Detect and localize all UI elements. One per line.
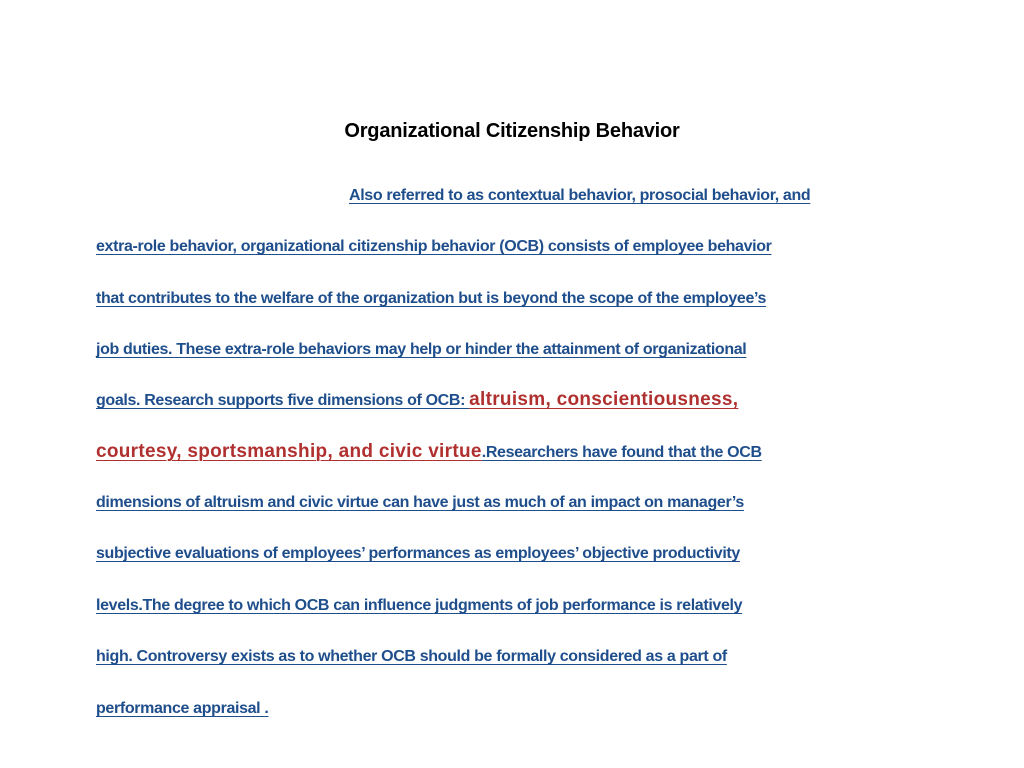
paragraph-line-2 [96, 236, 926, 258]
paragraph-text: performance appraisal . [96, 700, 269, 717]
paragraph-line-8 [96, 543, 926, 565]
paragraph-text: subjective evaluations of employees’ performances as employees’ objective productivity [96, 545, 740, 562]
paragraph-line-11 [96, 698, 926, 720]
paragraph-text: job duties. These extra-role behaviors may help or hinder the attainment of organizational [96, 341, 747, 358]
paragraph-line-10 [96, 646, 926, 668]
paragraph-line-6 [96, 441, 926, 464]
ocb-dimensions-highlight: courtesy, sportsmanship, and civic virtue [96, 441, 482, 462]
paragraph-text: that contributes to the welfare of the organization but is beyond the scope of the employee’s [96, 290, 767, 307]
paragraph-text: Also referred to as contextual behavior, prosocial behavior, and [349, 187, 811, 204]
paragraph-line-3 [96, 288, 926, 310]
slide-title: Organizational Citizenship Behavior [344, 120, 680, 142]
paragraph-line-5 [96, 389, 926, 412]
paragraph-text: high. Controversy exists as to whether OCB should be formally considered as a part of [96, 648, 727, 665]
paragraph-text: .Researchers have found that the OCB [481, 444, 762, 461]
paragraph-text: extra-role behavior, organizational citizenship behavior (OCB) consists of employee behavior [96, 238, 772, 255]
paragraph-line-1 [349, 185, 929, 207]
paragraph-line-9 [96, 595, 926, 617]
paragraph-text: dimensions of altruism and civic virtue can have just as much of an impact on manager’s [96, 494, 744, 511]
ocb-dimensions-highlight: altruism, conscientiousness, [469, 389, 739, 410]
paragraph-text: levels.The degree to which OCB can influence judgments of job performance is relatively [96, 597, 743, 614]
paragraph-line-4 [96, 339, 926, 361]
paragraph-line-7 [96, 492, 926, 514]
paragraph-text: goals. Research supports five dimensions of OCB: [96, 392, 470, 409]
